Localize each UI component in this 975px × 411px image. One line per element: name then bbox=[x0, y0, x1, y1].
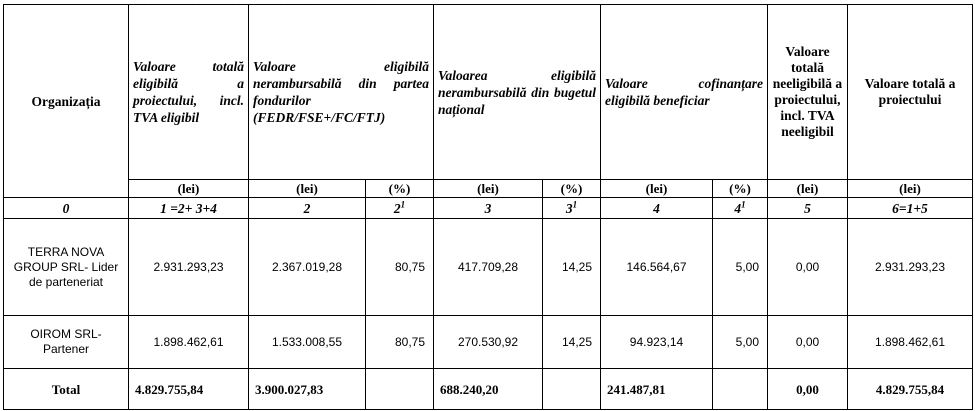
percent-national-budget: 14,25 bbox=[543, 316, 601, 369]
total-percent-cofinancing bbox=[713, 369, 768, 410]
unit-cell: (%) bbox=[713, 180, 768, 198]
total-row bbox=[4, 369, 973, 410]
value-non-eligible: 0,00 bbox=[768, 219, 848, 316]
index-cell: 6=1+5 bbox=[848, 198, 973, 219]
index-cell: $2^1$ bbox=[366, 198, 434, 219]
header-row bbox=[4, 5, 973, 180]
value-national-budget: 417.709,28 bbox=[434, 219, 543, 316]
percent-eu-funds: 80,75 bbox=[366, 219, 434, 316]
total-eu-funds: 3.900.027,83 bbox=[249, 369, 366, 410]
unit-cell: (lei) bbox=[768, 180, 848, 198]
table-row bbox=[4, 219, 973, 316]
index-cell: 5 bbox=[768, 198, 848, 219]
percent-eu-funds: 80,75 bbox=[366, 316, 434, 369]
percent-cofinancing: 5,00 bbox=[713, 219, 768, 316]
total-project: 4.829.755,84 bbox=[848, 369, 973, 410]
index-row bbox=[4, 198, 973, 219]
header-eu-funds: Valoare eligibilă nerambursabilă din partea fondurilor (FEDR/FSE+/FC/FTJ) bbox=[249, 5, 434, 180]
value-non-eligible: 0,00 bbox=[768, 316, 848, 369]
total-percent-national-budget bbox=[543, 369, 601, 410]
total-percent-eu-funds bbox=[366, 369, 434, 410]
unit-cell: (lei) bbox=[249, 180, 366, 198]
total-eligible: 4.829.755,84 bbox=[129, 369, 249, 410]
unit-cell: (%) bbox=[543, 180, 601, 198]
value-total-eligible: 1.898.462,61 bbox=[129, 316, 249, 369]
value-cofinancing: 94.923,14 bbox=[601, 316, 713, 369]
header-cofinancing: Valoare cofinanțare eligibilă beneficiar bbox=[601, 5, 768, 180]
table-row bbox=[4, 316, 973, 369]
header-national-budget: Valoarea eligibilă nerambursabilă din bugetul național bbox=[434, 5, 601, 180]
index-cell: 1 =2+ 3+4 bbox=[129, 198, 249, 219]
index-cell: 4 bbox=[601, 198, 713, 219]
value-national-budget: 270.530,92 bbox=[434, 316, 543, 369]
total-cofinancing: 241.487,81 bbox=[601, 369, 713, 410]
total-label: Total bbox=[4, 369, 129, 410]
index-cell: 0 bbox=[4, 198, 129, 219]
header-total-eligible: Valoare totală eligibilă a proiectului, incl. TVA eligibil bbox=[129, 5, 249, 180]
budget-table bbox=[3, 4, 973, 410]
unit-cell: (%) bbox=[366, 180, 434, 198]
total-non-eligible: 0,00 bbox=[768, 369, 848, 410]
header-total-project: Valoare totală a proiectului bbox=[848, 5, 973, 180]
organization-name: OIROM SRL- Partener bbox=[4, 316, 129, 369]
value-eu-funds: 1.533.008,55 bbox=[249, 316, 366, 369]
unit-cell: (lei) bbox=[601, 180, 713, 198]
footnote-marker: 1 bbox=[572, 199, 578, 209]
value-eu-funds: 2.367.019,28 bbox=[249, 219, 366, 316]
percent-cofinancing: 5,00 bbox=[713, 316, 768, 369]
percent-national-budget: 14,25 bbox=[543, 219, 601, 316]
organization-name: TERRA NOVA GROUP SRL- Lider de parteneriat bbox=[4, 219, 129, 316]
index-cell: 3 bbox=[434, 198, 543, 219]
units-row bbox=[4, 180, 973, 198]
index-cell: $4^1$ bbox=[713, 198, 768, 219]
unit-cell: (lei) bbox=[434, 180, 543, 198]
header-organizatia: Organizația bbox=[4, 5, 129, 198]
index-cell: 2 bbox=[249, 198, 366, 219]
footnote-marker: 1 bbox=[400, 199, 406, 209]
unit-cell: (lei) bbox=[129, 180, 249, 198]
index-cell: $3^1$ bbox=[543, 198, 601, 219]
value-total-project: 1.898.462,61 bbox=[848, 316, 973, 369]
unit-cell: (lei) bbox=[848, 180, 973, 198]
value-total-project: 2.931.293,23 bbox=[848, 219, 973, 316]
value-total-eligible: 2.931.293,23 bbox=[129, 219, 249, 316]
footnote-marker: 1 bbox=[741, 199, 746, 209]
value-cofinancing: 146.564,67 bbox=[601, 219, 713, 316]
total-national-budget: 688.240,20 bbox=[434, 369, 543, 410]
header-non-eligible: Valoare totală neeligibilă a proiectului, incl. TVA neeligibil bbox=[768, 5, 848, 180]
